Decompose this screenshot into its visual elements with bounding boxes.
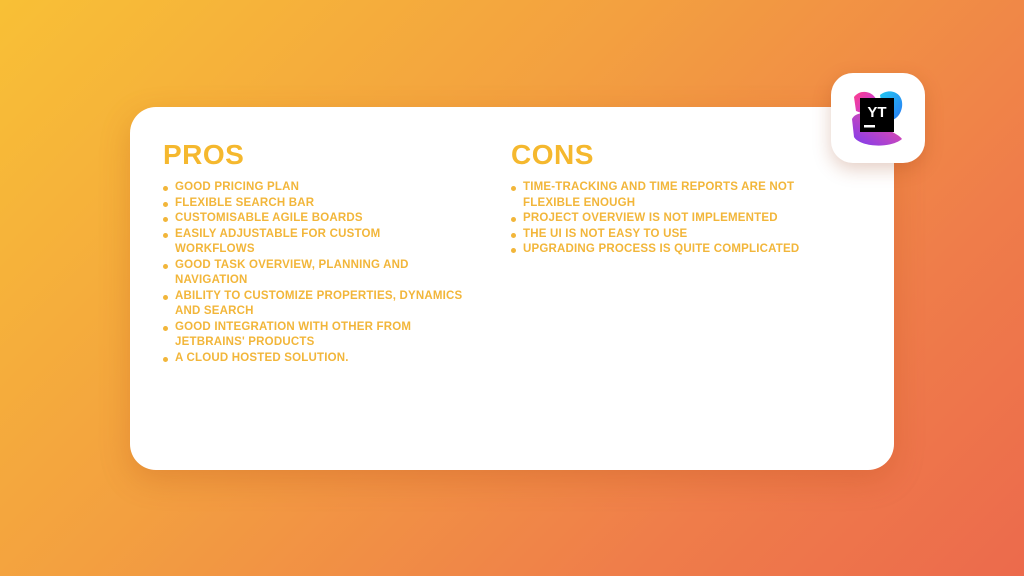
cons-heading: CONS [511,139,594,170]
logo-underline [864,125,875,128]
list-item: UPGRADING PROCESS IS QUITE COMPLICATED [511,242,821,258]
bullet-icon [511,186,516,191]
list-item: THE UI IS NOT EASY TO USE [511,227,821,243]
pros-list [163,180,463,366]
bullet-icon [511,217,516,222]
pros-heading: PROS [163,139,245,170]
bullet-icon [163,217,168,222]
list-item: PROJECT OVERVIEW IS NOT IMPLEMENTED [511,211,821,227]
cons-list [511,180,821,258]
bullet-icon [163,295,168,300]
list-item: GOOD INTEGRATION WITH OTHER FROM JETBRAINS' PRODUCTS [163,320,463,351]
bullet-icon [511,233,516,238]
list-item: EASILY ADJUSTABLE FOR CUSTOM WORKFLOWS [163,227,463,258]
bullet-icon [163,264,168,269]
list-item: TIME-TRACKING AND TIME REPORTS ARE NOT FLEXIBLE ENOUGH [511,180,821,211]
bullet-icon [163,357,168,362]
youtrack-logo-icon [850,89,906,147]
cons-column [511,139,821,258]
bullet-icon [163,233,168,238]
bullet-icon [511,248,516,253]
bullet-icon [163,186,168,191]
youtrack-logo-tile [831,73,925,163]
pros-column [163,139,463,366]
bullet-icon [163,202,168,207]
list-item: FLEXIBLE SEARCH BAR [163,196,463,212]
pros-cons-card [130,107,894,470]
list-item: GOOD PRICING PLAN [163,180,463,196]
list-item: A CLOUD HOSTED SOLUTION. [163,351,463,367]
bullet-icon [163,326,168,331]
list-item: GOOD TASK OVERVIEW, PLANNING AND NAVIGATION [163,258,463,289]
list-item: CUSTOMISABLE AGILE BOARDS [163,211,463,227]
logo-text: YT [867,104,887,121]
list-item: ABILITY TO CUSTOMIZE PROPERTIES, DYNAMICS AND SEARCH [163,289,463,320]
